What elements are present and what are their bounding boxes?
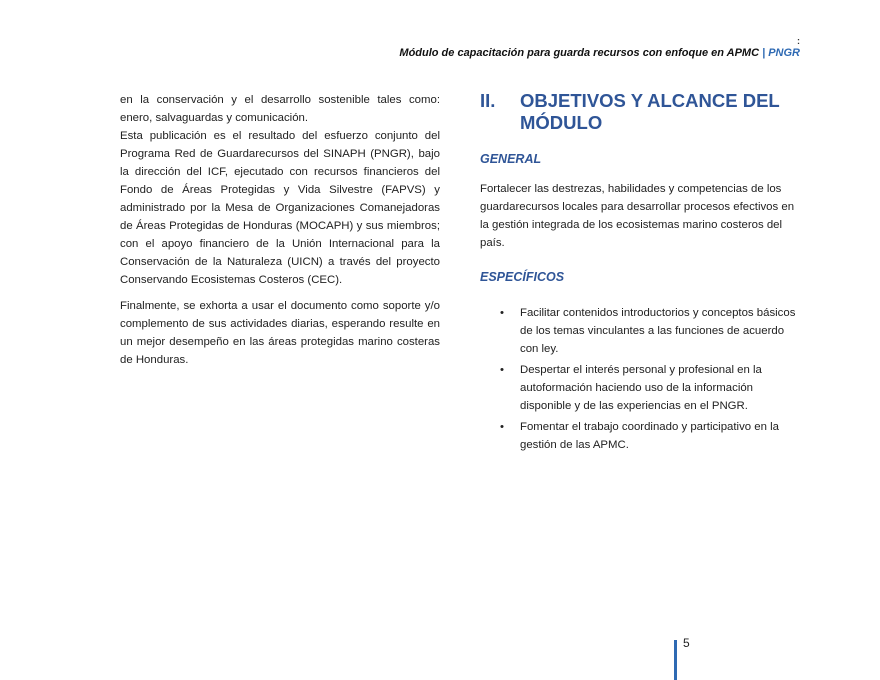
list-item (480, 418, 801, 454)
general-objective-text: Fortalecer las destrezas, habilidades y competencias de los guardarecursos locales para desarrollar procesos efectivos en la gestión integrada de los ecosistemas marino costeros del país. (480, 183, 795, 249)
right-column (480, 90, 801, 457)
header-title: Módulo de capacitación para guarda recursos con enfoque en APMC (399, 47, 760, 59)
list-item-text: Facilitar contenidos introductorios y conceptos básicos de los temas vinculantes a las funciones de acuerdo con ley. (520, 307, 796, 355)
header-marker: : (797, 36, 800, 46)
paragraph-publication: Esta publicación es el resultado del esfuerzo conjunto del Programa Red de Guardarecursos del SINAPH (PNGR), bajo la dirección del ICF, ejecutado con recursos financieros del Fondo de Áreas Protegidas y Vida Silvestre (FAPVS) y administrado por la Mesa de Organizaciones Comanejadoras de Áreas Protegidas de Honduras (MOCAPH) y sus miembros; con el apoyo financiero de la Unión Internacional para la Conservación de la Naturaleza (UICN) a través del proyecto Conservando Ecosistemas Costeros (CEC). (120, 130, 440, 286)
page-number-bar (674, 640, 677, 680)
section-title: OBJETIVOS Y ALCANCE DEL MÓDULO (520, 90, 780, 133)
paragraph-continuation: en la conservación y el desarrollo sostenible tales como: enero, salvaguardas y comunicación. (120, 94, 440, 124)
header-org: PNGR (768, 47, 800, 59)
section-number: II. (480, 90, 496, 111)
bullet-icon: • (500, 364, 504, 376)
bullet-icon: • (500, 421, 504, 433)
section-heading (480, 90, 801, 134)
paragraph-closing: Finalmente, se exhorta a usar el documento como soporte y/o complemento de sus actividades diarias, esperando resulte en un mejor desempeño en las áreas protegidas marino costeras de Honduras. (120, 300, 440, 366)
general-heading: GENERAL (480, 152, 542, 166)
list-item (480, 361, 801, 415)
running-header (399, 47, 800, 59)
page-number: 5 (683, 636, 690, 650)
specific-objectives-list (480, 304, 801, 454)
list-item (480, 304, 801, 358)
header-separator: | (759, 47, 769, 59)
specific-heading: ESPECÍFICOS (480, 270, 565, 284)
bullet-icon: • (500, 307, 504, 319)
list-item-text: Despertar el interés personal y profesional en la autoformación haciendo uso de la información disponible y de las experiencias en el PNGR. (520, 364, 762, 412)
list-item-text: Fomentar el trabajo coordinado y participativo en la gestión de las APMC. (520, 421, 779, 451)
left-column (120, 91, 440, 369)
